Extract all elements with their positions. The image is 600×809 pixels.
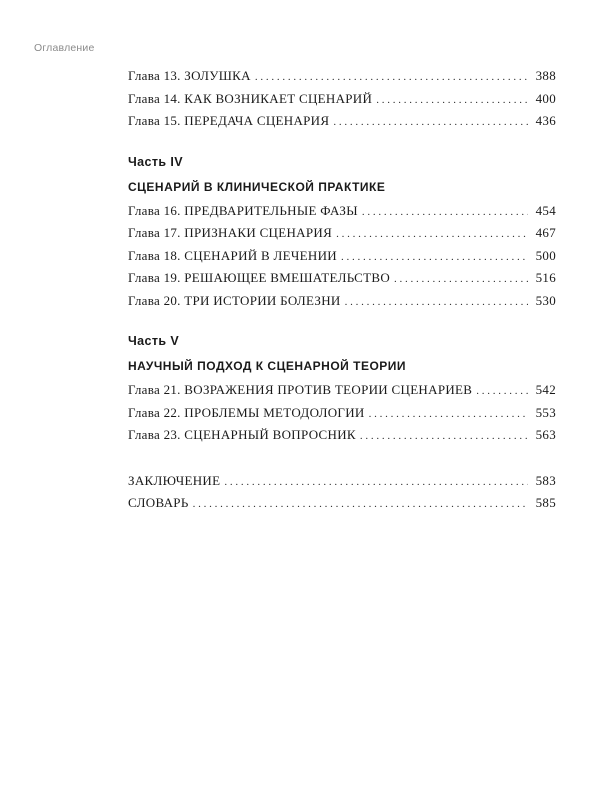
section-gap [128,450,556,473]
toc-entry-label: Глава 15. ПЕРЕДАЧА СЦЕНАРИЯ [128,113,330,128]
toc-entry-label: Глава 23. СЦЕНАРНЫЙ ВОПРОСНИК [128,427,356,442]
toc-entry-chapter-19[interactable] [128,270,556,293]
toc-entry-page: 436 [535,113,556,128]
toc-entry-chapter-21[interactable] [128,382,556,405]
toc-entry-page: 500 [535,247,556,263]
toc-entry-glossary[interactable] [128,495,556,518]
toc-entry-page: 530 [535,292,556,308]
part-4-title: Часть IV [128,154,183,169]
dot-leader [476,385,528,397]
dot-leader [376,94,528,106]
toc-entry-label: ЗАКЛЮЧЕНИЕ [128,472,221,488]
dot-leader [255,71,528,83]
toc-entry-page: 388 [535,68,556,83]
toc-entry-page: 516 [535,270,556,285]
toc-entry-label: СЛОВАРЬ [128,495,189,510]
running-head: Оглавление [34,42,95,54]
toc-entry-page: 553 [535,404,556,420]
dot-leader [369,408,528,420]
toc-entry-page: 454 [535,202,556,218]
toc-entry-chapter-13[interactable] [128,68,556,91]
dot-leader [336,228,528,240]
dot-leader [362,206,528,218]
toc-entry-chapter-18[interactable] [128,248,556,271]
toc-entry-chapter-14[interactable] [128,91,556,114]
toc-entry-page: 400 [535,90,556,106]
dot-leader [345,296,528,308]
dot-leader [333,116,528,128]
toc-entry-label: Глава 20. ТРИ ИСТОРИИ БОЛЕЗНИ [128,292,341,308]
toc-entry-chapter-20[interactable] [128,293,556,316]
toc-entry-chapter-23[interactable] [128,427,556,450]
toc-entry-label: Глава 18. СЦЕНАРИЙ В ЛЕЧЕНИИ [128,247,337,263]
toc-entry-label: Глава 21. ВОЗРАЖЕНИЯ ПРОТИВ ТЕОРИИ СЦЕНАРИЕВ [128,382,473,397]
toc-entry-chapter-16[interactable] [128,203,556,226]
toc-entry-page: 542 [535,382,556,397]
part-5-name: НАУЧНЫЙ ПОДХОД К СЦЕНАРНОЙ ТЕОРИИ [128,359,407,373]
part-4-name: СЦЕНАРИЙ В КЛИНИЧЕСКОЙ ПРАКТИКЕ [128,179,386,194]
toc-entry-conclusion[interactable] [128,473,556,496]
table-of-contents [128,68,556,518]
toc-entry-page: 563 [535,427,556,442]
toc-entry-chapter-22[interactable] [128,405,556,428]
toc-entry-label: Глава 17. ПРИЗНАКИ СЦЕНАРИЯ [128,225,333,240]
toc-entry-label: Глава 13. ЗОЛУШКА [128,68,251,83]
toc-entry-label: Глава 22. ПРОБЛЕМЫ МЕТОДОЛОГИИ [128,404,365,420]
dot-leader [360,430,528,442]
toc-entry-label: Глава 19. РЕШАЮЩЕЕ ВМЕШАТЕЛЬСТВО [128,270,391,285]
part-5-title: Часть V [128,334,180,348]
toc-entry-page: 467 [535,225,556,240]
toc-entry-label: Глава 16. ПРЕДВАРИТЕЛЬНЫЕ ФАЗЫ [128,202,358,218]
toc-entry-chapter-15[interactable] [128,113,556,136]
dot-leader [193,498,528,510]
dot-leader [394,273,528,285]
dot-leader [341,251,528,263]
toc-entry-label: Глава 14. КАК ВОЗНИКАЕТ СЦЕНАРИЙ [128,90,373,106]
toc-entry-chapter-17[interactable] [128,225,556,248]
toc-entry-page: 585 [535,495,556,510]
toc-entry-page: 583 [535,472,556,488]
dot-leader [224,476,528,488]
